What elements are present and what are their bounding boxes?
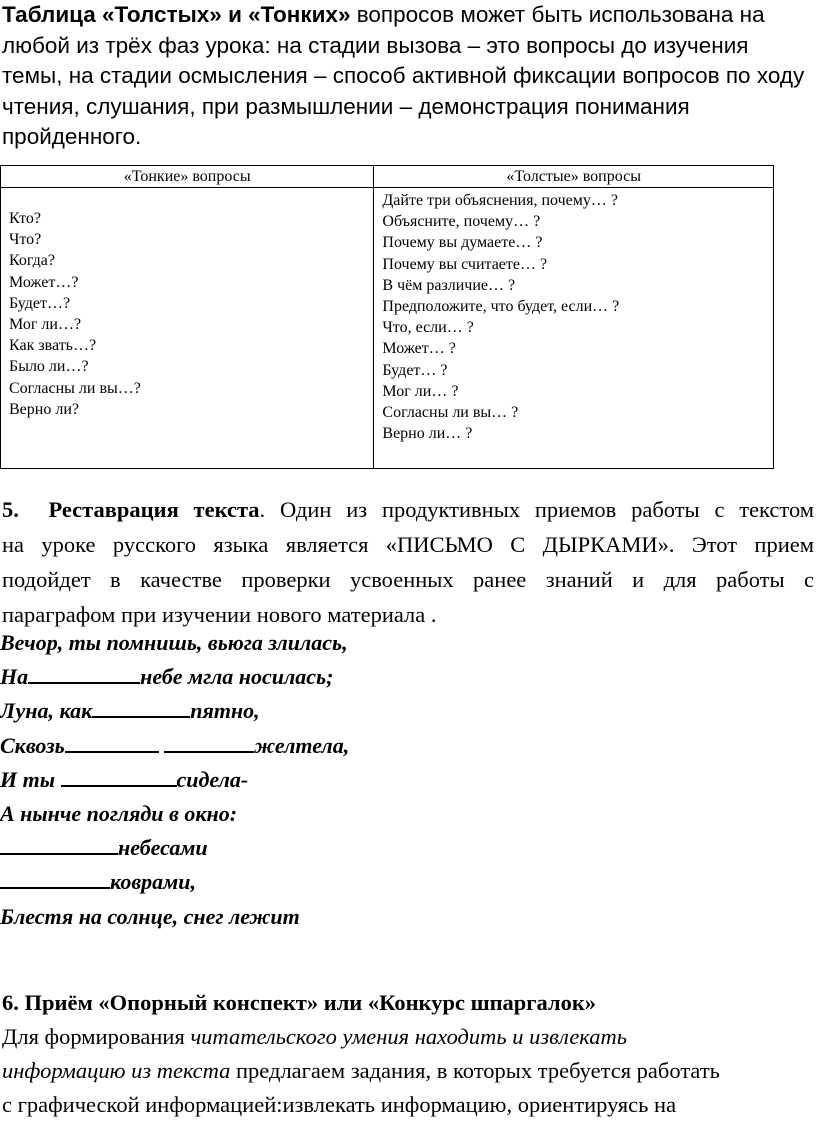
thin-question: Было ли…?: [9, 358, 89, 376]
poem-line-1: Вечор, ты помнишь, вьюга злилась,: [0, 630, 348, 655]
section-5-line-1: 5. Реставрация текста. Один из продуктивных приемов работы с текстом: [2, 497, 815, 522]
thin-question: Кто?: [9, 210, 41, 227]
section-6-title: 6. Приём «Опорный конспект» или «Конкурс шпаргалок»: [2, 990, 597, 1015]
section-6-line-1: Для формирования читательского умения находить и извлекать: [2, 1024, 628, 1049]
thin-questions-cell: [1, 188, 374, 469]
thin-question: Верно ли?: [9, 400, 79, 418]
thick-question: Почему вы считаете… ?: [382, 255, 548, 273]
thick-question: Может… ?: [382, 340, 456, 358]
thick-questions-header: «Толстые» вопросы: [374, 166, 774, 188]
fill-in-blank[interactable]: [92, 694, 190, 718]
intro-line-3: темы, на стадии осмысления – способ активной фиксации вопросов по ходу: [2, 63, 805, 88]
fill-in-blank[interactable]: [0, 865, 110, 889]
poem-line-5: И ты сидела-: [0, 763, 349, 797]
poem-line-2: На небе мгла носилась;: [0, 660, 349, 694]
table-header-row: [1, 166, 774, 188]
section-5-title: Реставрация текста: [48, 497, 260, 522]
poem-line-9: Блестя на солнце, снег лежит: [0, 903, 300, 929]
thin-question: Будет…?: [9, 294, 71, 312]
thick-question: Будет… ?: [382, 361, 448, 379]
poem-line-3: Луна, как пятно,: [0, 694, 349, 728]
thick-question: В чём различие… ?: [382, 276, 516, 294]
thick-question: Дайте три объяснения, почему… ?: [382, 192, 618, 209]
thick-question: Мог ли… ?: [382, 382, 459, 400]
fill-in-blank[interactable]: [28, 660, 140, 684]
intro-bold-lead: Таблица «Толстых» и «Тонких»: [2, 2, 351, 27]
thick-question: Верно ли… ?: [382, 425, 473, 443]
thick-question: Согласны ли вы… ?: [382, 404, 519, 422]
poem-with-blanks: [0, 626, 349, 934]
section-5-line-2: на уроке русского языка является «ПИСЬМО С ДЫРКАМИ». Этот прием: [2, 532, 814, 557]
section-5-number: 5.: [2, 497, 19, 522]
intro-line-5: пройденного.: [2, 124, 142, 149]
thin-questions-header: «Тонкие» вопросы: [1, 166, 374, 188]
questions-table: [0, 165, 774, 469]
intro-paragraph: [2, 0, 814, 153]
poem-line-6: А нынче погляди в окно:: [0, 801, 238, 827]
thin-question: Согласны ли вы…?: [9, 379, 141, 397]
thick-question: Что, если… ?: [382, 319, 474, 337]
fill-in-blank[interactable]: [0, 831, 118, 855]
section-5-paragraph: [2, 492, 814, 632]
table-body-row: [1, 188, 774, 469]
intro-line-1: Таблица «Толстых» и «Тонких» вопросов может быть использована на: [2, 2, 765, 27]
thin-question: Что?: [9, 231, 42, 249]
thin-question: Когда?: [9, 252, 55, 270]
thick-question: Предположите, что будет, если… ?: [382, 298, 620, 316]
fill-in-blank[interactable]: [61, 763, 177, 787]
poem-line-7: небесами: [0, 831, 349, 865]
section-6-line-3: с графической информацией:извлекать информацию, ориентируясь на: [2, 1092, 677, 1117]
thin-question: Может…?: [9, 273, 79, 291]
section-6-paragraph: [2, 986, 814, 1122]
fill-in-blank[interactable]: [164, 729, 254, 753]
thick-question: Почему вы думаете… ?: [382, 234, 543, 252]
intro-line-4: чтения, слушания, при размышлении – демонстрация понимания: [2, 93, 690, 119]
thick-questions-cell: [374, 188, 774, 469]
intro-line-2: любой из трёх фаз урока: на стадии вызова – это вопросы до изучения: [2, 32, 749, 58]
section-5-line-4: параграфом при изучении нового материала .: [2, 602, 437, 627]
thin-question: Как звать…?: [9, 337, 97, 355]
poem-line-4: Сквозь желтела,: [0, 729, 349, 763]
fill-in-blank[interactable]: [65, 729, 159, 753]
thin-question: Мог ли…?: [9, 316, 82, 334]
section-6-line-2: информацию из текста предлагаем задания, в которых требуется работать: [2, 1058, 720, 1083]
thick-question: Объясните, почему… ?: [382, 213, 541, 231]
poem-line-8: коврами,: [0, 865, 349, 899]
section-5-line-3: подойдет в качестве проверки усвоенных ранее знаний и для работы с: [2, 567, 814, 592]
